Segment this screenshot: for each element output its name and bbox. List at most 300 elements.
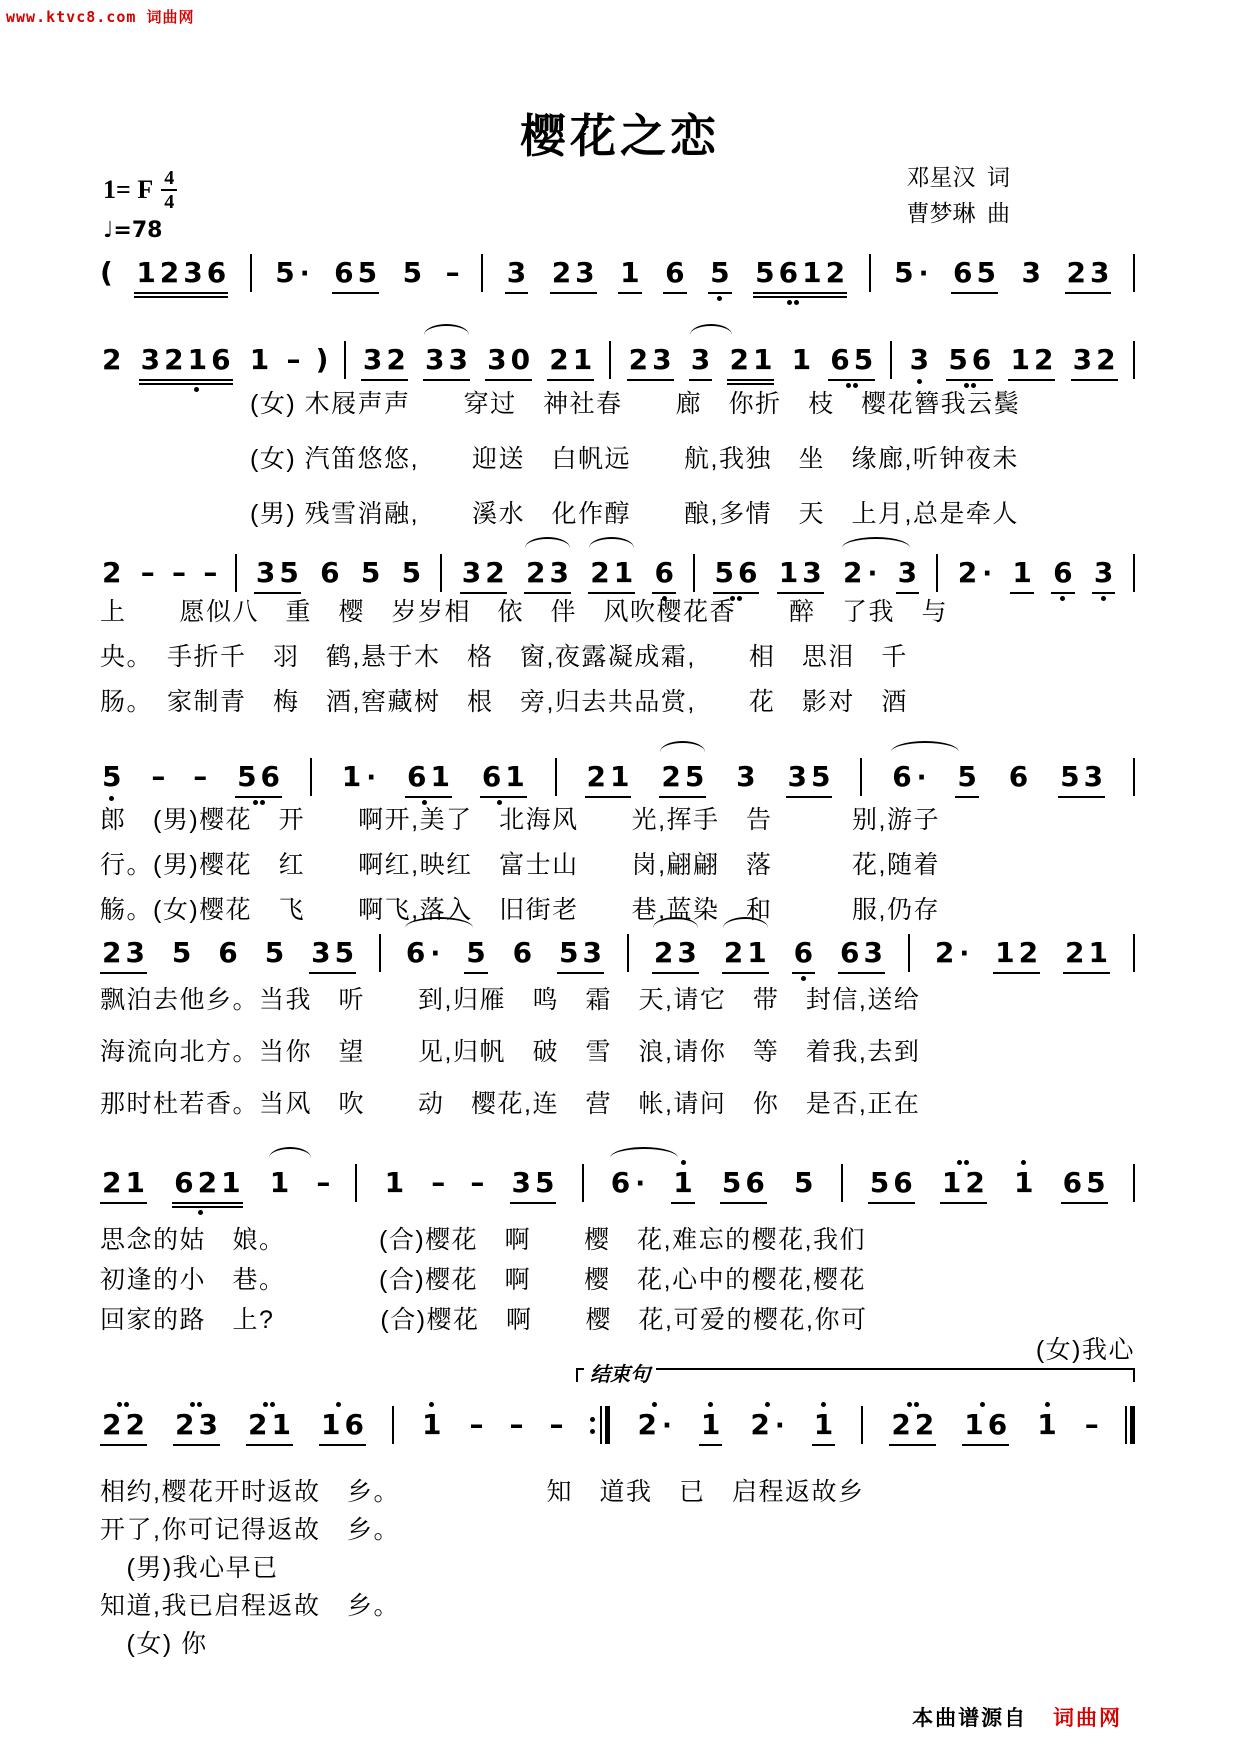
note-group [588, 548, 635, 602]
note-group [1051, 548, 1074, 602]
note-group [340, 752, 377, 803]
octave-dots-below [179, 970, 184, 978]
note-group [361, 335, 408, 389]
note-digit: 5 [869, 1166, 890, 1199]
note-group [890, 752, 927, 803]
note-group [659, 752, 706, 806]
octave-dots-above [327, 928, 339, 936]
note-digit: 2 [174, 1408, 195, 1441]
octave-dots-above [168, 248, 194, 256]
note-digit: 3 [802, 556, 822, 589]
note-group [699, 1400, 722, 1454]
note-digits [100, 1166, 147, 1200]
octave-dots-above [602, 752, 614, 760]
note-digit: 3 [424, 343, 445, 376]
octave-dots-below [378, 381, 390, 389]
note-digit: 1 [747, 936, 767, 969]
barline [310, 758, 312, 796]
music-line [100, 928, 1135, 982]
system-2 [100, 335, 1135, 393]
note-digits [722, 936, 769, 970]
note-group [547, 335, 594, 389]
octave-dots-below [1021, 1200, 1026, 1208]
note-digits [1065, 256, 1112, 290]
note-digits [173, 1408, 220, 1442]
note-digits [786, 760, 833, 794]
note-digit: 1 [964, 1408, 984, 1441]
octave-dots-below [198, 1208, 217, 1216]
note-group [1010, 548, 1033, 602]
augmentation-dot: · [635, 1169, 646, 1199]
note-digits [627, 343, 674, 377]
note-digit: 5 [1086, 1166, 1106, 1199]
octave-dots-above [799, 335, 804, 343]
note-digit: 1 [778, 556, 799, 589]
octave-dots-below [1060, 594, 1065, 602]
note-digits [460, 556, 507, 590]
note-group [1035, 1400, 1058, 1450]
octave-dots-below [429, 1442, 434, 1450]
tie-arc [269, 1147, 311, 1158]
note-digit: 1 [320, 1408, 341, 1441]
octave-dots-below [1026, 381, 1038, 389]
note-digits [1020, 256, 1043, 290]
note-group [1071, 335, 1118, 389]
note-group [170, 928, 193, 978]
octave-dots-above [527, 1158, 539, 1166]
note-digits [618, 256, 641, 290]
octave-dots-below [117, 1204, 129, 1212]
note-digit: 2 [1065, 936, 1085, 969]
note-digit: 3 [362, 343, 383, 376]
octave-dots-below [1078, 1204, 1090, 1212]
octave-dots-below [980, 1446, 992, 1454]
note-digit: 2 [628, 343, 649, 376]
octave-dots-below [497, 798, 509, 806]
octave-dots-below [737, 1204, 749, 1212]
dash-rest: – [431, 1166, 446, 1199]
note-digit: 6 [971, 343, 992, 376]
augmentation-dot: · [918, 259, 929, 289]
note-digit: 3 [575, 256, 595, 289]
note-digit: 1 [620, 256, 640, 289]
octave-dots-above [198, 1158, 217, 1166]
note-digit: 3 [487, 343, 507, 376]
note-digit: 3 [1021, 256, 1041, 289]
note-digit: 2 [102, 556, 122, 589]
note-group [734, 752, 757, 802]
octave-dots-below [821, 1446, 826, 1454]
note-group [708, 248, 731, 302]
note-group [235, 752, 282, 806]
note-digits [383, 1166, 406, 1200]
dash-rest: – [509, 1408, 524, 1441]
note-digits [235, 760, 282, 794]
note-digits [319, 1408, 366, 1442]
note-digit: 6 [987, 1408, 1008, 1441]
octave-dots-above [730, 548, 742, 556]
note-group [889, 1400, 936, 1454]
note-group [609, 1158, 646, 1209]
note-digit: 3 [255, 556, 276, 589]
octave-dots-below [327, 590, 332, 598]
octave-dots-above [803, 752, 815, 760]
note-digit: 1 [421, 1408, 442, 1441]
note-digit: 6 [745, 1166, 765, 1199]
time-signature: 4 4 [161, 168, 177, 212]
tie-arc [891, 741, 959, 752]
note-digit: 5 [237, 760, 257, 793]
octave-dots-below [356, 795, 361, 803]
octave-dots-above [980, 1400, 992, 1408]
barline [344, 341, 346, 379]
note-digits [139, 343, 233, 377]
note-digit: 5 [401, 556, 422, 589]
octave-dots-above [190, 1400, 202, 1408]
octave-dots-above [681, 1158, 686, 1166]
note-digit: 1 [271, 1408, 291, 1441]
note-digit: 6 [334, 256, 354, 289]
note-digits [908, 343, 931, 377]
octave-dots-below [949, 971, 954, 979]
note-group [173, 1400, 220, 1454]
note-digit: 2 [102, 343, 122, 376]
note-digit: 2 [729, 343, 749, 376]
note-digits [100, 760, 123, 794]
note-digits [951, 256, 998, 290]
note-digit: 5 [948, 343, 968, 376]
tie-arc [589, 537, 634, 548]
dash-rest: – [140, 556, 155, 589]
note-group [254, 548, 301, 602]
note-digit: 1 [1037, 1408, 1057, 1441]
note-digit: 2 [102, 936, 122, 969]
octave-dots-above [271, 548, 283, 556]
note-digit: 5 [360, 556, 381, 589]
beam-underline [727, 379, 774, 381]
augmentation-dot: · [982, 559, 993, 589]
note-digit: 2 [102, 1166, 122, 1199]
note-digit: 3 [549, 556, 569, 589]
barline [481, 254, 483, 292]
tie-arc [610, 1147, 678, 1158]
lyric-line: (女) 汽笛悠悠, 迎送 白帆远 航,我独 坐 缘廊,听钟夜未 [250, 445, 1019, 473]
note-group [753, 248, 847, 306]
credits-block [907, 160, 1011, 231]
octave-dots-below [765, 1443, 770, 1451]
barline [1133, 758, 1135, 796]
note-digits [790, 343, 813, 377]
note-group [792, 928, 815, 982]
note-digit: 5 [794, 1166, 814, 1199]
octave-dots-below [602, 798, 614, 806]
note-digits [557, 936, 604, 970]
octave-dots-above [906, 752, 911, 760]
octave-dots-above [117, 928, 129, 936]
note-digits [1008, 343, 1055, 377]
barline [1133, 341, 1135, 379]
note-digits [510, 1166, 557, 1200]
note-group [618, 248, 641, 302]
note-group [511, 928, 534, 978]
phrase-paren: ( [100, 256, 113, 289]
note-group [319, 1400, 366, 1454]
note-group [868, 1158, 915, 1212]
note-group [896, 548, 919, 602]
lyric-line: 相约,樱花开时返故 乡。 知 道我 已 启程返故乡 [100, 1478, 865, 1506]
note-digits [524, 556, 571, 590]
note-group [962, 1400, 1009, 1454]
footer-prefix: 本曲谱源自 [912, 1707, 1028, 1730]
barline [861, 1406, 863, 1444]
note-digit: 6 [1053, 556, 1073, 589]
note-digit: 5 [714, 556, 734, 589]
note-digits [734, 760, 757, 794]
note-digit: 5 [684, 760, 705, 793]
octave-dots-above [226, 928, 231, 936]
note-digits [720, 1166, 767, 1200]
octave-dots-below [350, 294, 362, 302]
final-barline [1125, 1406, 1135, 1444]
octave-dots-above [567, 248, 579, 256]
note-digits [359, 556, 382, 590]
note-digit: 3 [652, 343, 672, 376]
octave-dots-above [972, 548, 977, 556]
octave-dots-above [409, 548, 414, 556]
note-digit: 6 [174, 1166, 194, 1199]
note-digits [940, 1166, 987, 1200]
octave-dots-below [677, 798, 689, 806]
note-digits [100, 936, 147, 970]
octave-dots-above [289, 248, 294, 256]
note-digits [896, 556, 919, 590]
octave-dots-above [1078, 1158, 1090, 1166]
note-group [993, 928, 1040, 982]
note-digits [955, 760, 978, 794]
octave-dots-below [263, 1446, 275, 1454]
note-digit: 2 [750, 1408, 770, 1441]
note-group [524, 548, 571, 602]
note-digits [1051, 556, 1074, 590]
note-digit: 1 [941, 1166, 962, 1199]
note-digit: 2 [586, 760, 606, 793]
note-digits [889, 1408, 936, 1442]
octave-dots-above [503, 335, 515, 343]
octave-dots-below [957, 1204, 969, 1212]
octave-dots-above [378, 335, 390, 343]
barline [1133, 554, 1135, 592]
note-digit: 1 [125, 1166, 145, 1199]
note-digit: 2 [551, 256, 572, 289]
note-digits [309, 936, 356, 970]
octave-dots-above [173, 335, 199, 343]
note-digit: 1 [384, 1166, 405, 1199]
barline [908, 934, 910, 972]
lyric-line: (女) 木屐声声 穿过 神社春 廊 你折 枝 樱花簪我云鬓 [250, 390, 1021, 418]
note-digit: 5 [357, 256, 378, 289]
note-digits [890, 760, 927, 795]
note-digits [636, 1408, 673, 1443]
octave-dots-above [477, 548, 489, 556]
octave-dots-above [1045, 1400, 1050, 1408]
barline [440, 554, 442, 592]
lyric-line: 觞。(女)樱花 飞 啊飞,落入 旧街老 巷,蓝染 和 服,仍存 [100, 896, 940, 924]
note-digit: 5 [559, 936, 579, 969]
tie-arc [424, 324, 469, 335]
music-line [100, 1400, 1135, 1454]
note-digit: 3 [511, 1166, 531, 1199]
note-digit: 3 [582, 936, 602, 969]
page-title: 樱花之恋 [520, 110, 720, 162]
note-digits [134, 256, 228, 290]
octave-dots-above [473, 928, 478, 936]
key-tonic: 1= F [103, 175, 154, 204]
note-digit: 2 [1018, 936, 1039, 969]
octave-dots-above [737, 1158, 749, 1166]
note-digits [585, 760, 632, 794]
dash-rest: – [316, 1166, 331, 1199]
octave-dots-below [856, 974, 868, 982]
note-group [841, 548, 878, 599]
octave-dots-above [965, 752, 970, 760]
note-digit: 2 [125, 1408, 145, 1441]
dash-rest: – [445, 256, 460, 289]
octave-dots-below [1029, 290, 1034, 298]
octave-dots-above [497, 752, 509, 760]
note-digits [892, 256, 929, 291]
note-group [812, 1400, 835, 1454]
note-digit: 6 [893, 1166, 913, 1199]
note-digit: 2 [934, 936, 955, 969]
note-digit: 1 [269, 1166, 290, 1199]
octave-dots-below [964, 381, 976, 389]
octave-dots-above [356, 752, 361, 760]
octave-dots-above [717, 248, 722, 256]
octave-dots-below [109, 377, 114, 385]
octave-dots-above [1021, 1158, 1026, 1166]
octave-dots-below [801, 1200, 806, 1208]
note-digits [340, 760, 377, 795]
note-group [505, 248, 528, 302]
note-digit: 2 [159, 256, 180, 289]
note-digits [868, 1166, 915, 1200]
note-digit: 3 [1083, 760, 1104, 793]
note-digit: 3 [736, 760, 756, 793]
note-group [792, 1158, 815, 1208]
note-digits [254, 556, 301, 590]
octave-dots-below [567, 294, 579, 302]
octave-dots-below [514, 294, 519, 302]
note-group [100, 335, 123, 385]
note-digit: 2 [485, 556, 505, 589]
octave-dots-below [1045, 1442, 1050, 1450]
lyric-line: 思念的姑 娘。 (合)樱花 啊 樱 花,难忘的樱花,我们 [100, 1226, 867, 1254]
note-group [663, 248, 686, 302]
note-group [332, 248, 379, 302]
octave-dots-below [698, 381, 703, 389]
note-digit: 3 [909, 343, 930, 376]
octave-dots-above [263, 1400, 275, 1408]
note-digit: 5 [894, 256, 914, 289]
phrase-paren: ) [315, 343, 329, 376]
composer-credit: 曹梦琳 曲 [906, 200, 1010, 226]
octave-dots-above [422, 752, 434, 760]
tie-arc [660, 741, 705, 752]
note-group [1092, 548, 1115, 602]
octave-dots-below [253, 798, 265, 806]
lyric-line: (女) 你 [100, 1630, 208, 1658]
barline [890, 341, 892, 379]
note-digit: 5 [535, 1166, 555, 1199]
tempo-marking: ♩=78 [103, 218, 163, 243]
note-group [139, 335, 233, 393]
note-digits [993, 936, 1040, 970]
note-digit: 5 [853, 343, 874, 376]
octave-dots-above [520, 928, 525, 936]
lyric-line: 开了,你可记得返故 乡。 [100, 1516, 400, 1544]
barline [627, 934, 629, 972]
ending-bracket-label: 结束句 [584, 1358, 656, 1387]
octave-dots-above [272, 928, 277, 936]
octave-dots-below [965, 798, 970, 806]
note-digits [689, 343, 712, 377]
note-digit: 1 [572, 343, 593, 376]
note-digits [248, 343, 271, 377]
note-digit: 3 [311, 936, 331, 969]
music-line [100, 548, 1135, 602]
octave-dots-above [541, 548, 553, 556]
lyric-line: (男)我心早已 [100, 1554, 279, 1582]
note-digits [708, 256, 731, 290]
octave-dots-below [1088, 381, 1100, 389]
note-digit: 1 [802, 256, 822, 289]
octave-dots-below [717, 294, 722, 302]
note-group [1012, 1158, 1035, 1208]
key-tempo-block [103, 168, 177, 243]
octave-dots-below [681, 1204, 686, 1212]
note-digit: 3 [125, 936, 145, 969]
octave-dots-above [821, 1400, 826, 1408]
music-line [100, 1158, 1135, 1216]
octave-dots-below [885, 1204, 897, 1212]
note-digit: 2 [891, 1408, 911, 1441]
note-group [404, 928, 441, 979]
dash-rest: – [193, 760, 208, 793]
note-group [248, 335, 271, 385]
octave-dots-above [957, 1158, 969, 1166]
note-group [172, 1158, 242, 1216]
note-group [464, 928, 487, 982]
dash-rest: – [1084, 1408, 1099, 1441]
octave-dots-above [677, 752, 689, 760]
note-group [713, 548, 760, 602]
octave-dots-above [1076, 752, 1088, 760]
note-digit: 3 [506, 256, 527, 289]
note-digit: 6 [260, 760, 281, 793]
octave-dots-above [1088, 335, 1100, 343]
octave-dots-above [743, 752, 748, 760]
note-digits [792, 936, 815, 970]
note-digit: 1 [505, 760, 525, 793]
note-group [828, 335, 875, 389]
octave-dots-below [669, 974, 681, 982]
note-digits [172, 1166, 242, 1200]
note-digit: 2 [723, 936, 744, 969]
note-digits [841, 556, 878, 591]
octave-dots-below [117, 974, 129, 982]
octave-dots-below [257, 377, 262, 385]
octave-dots-below [672, 294, 677, 302]
